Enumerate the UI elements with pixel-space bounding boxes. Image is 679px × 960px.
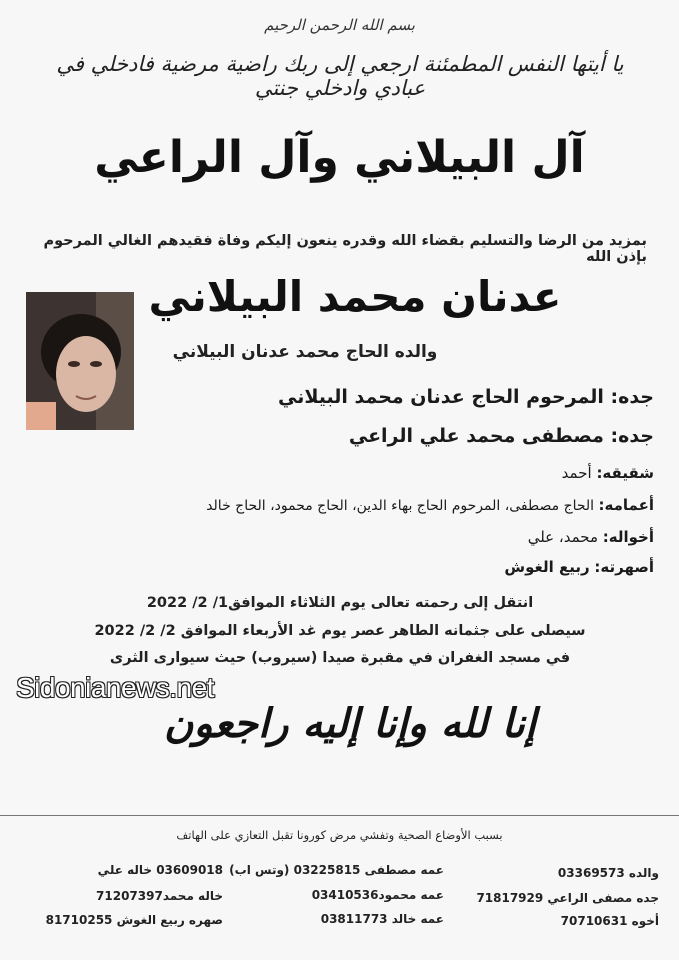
- uncles-maternal: [14, 528, 654, 546]
- relative-value: أحمد: [561, 464, 592, 482]
- divider: [0, 815, 679, 816]
- bismillah: بسم الله الرحمن الرحيم: [264, 16, 415, 34]
- burial-place: في مسجد الغفران في مقبرة صيدا (سيروب) حيث سيوارى الثرى: [109, 650, 571, 666]
- relative-value: ربيع الغوش: [504, 558, 590, 576]
- relative-value: الحاج مصطفى، المرحوم الحاج بهاء الدين، الحاج محمود، الحاج خالد: [206, 498, 595, 514]
- families-title: آل البيلاني وآل الراعي: [94, 132, 585, 183]
- funeral-prayer: سيصلى على جثمانه الطاهر عصر يوم غد الأربعاء الموافق 2/ 2/ 2022: [94, 623, 586, 639]
- relative-value: محمد، علي: [527, 528, 598, 546]
- relative-label: أخواله:: [602, 528, 654, 546]
- deceased-photo: [26, 292, 134, 430]
- relative-label: شقيقه:: [596, 464, 654, 482]
- phone-uncle-mohammad: خاله محمد71207397: [96, 889, 223, 903]
- phone-father: والده 03369573: [557, 866, 659, 880]
- intro-text: بمزيد من الرضا والتسليم بقضاء الله وقدره ينعون إليكم وفاة فقيدهم الغالي المرحوم بإذن الله: [43, 233, 647, 265]
- relative-label: جده:: [610, 386, 654, 408]
- phone-grandfather: جده مصفى الراعي 71817929: [476, 891, 659, 905]
- phone-uncle-mahmoud: عمه محمود03410536: [311, 888, 444, 902]
- relative-label: جده:: [610, 425, 654, 447]
- relative-value: مصطفى محمد علي الراعي: [348, 425, 604, 447]
- deceased-father: والده الحاج محمد عدنان البيلاني: [172, 342, 438, 362]
- closing-calligraphy: إنا لله وإنا إليه راجعون: [163, 700, 537, 747]
- brother: [14, 464, 654, 482]
- phone-uncle-khaled: عمه خالد 03811773: [320, 912, 444, 926]
- grandfather-2: [14, 425, 654, 447]
- quran-verse: يا أيتها النفس المطمئنة ارجعي إلى ربك راضية مرضية فادخلي في عبادي وادخلي جنتي: [56, 52, 624, 100]
- in-laws: [14, 558, 654, 576]
- grandfather-1: [14, 386, 654, 408]
- condolence-note: بسبب الأوضاع الصحية وتفشي مرض كورونا تقبل التعازي على الهاتف: [176, 828, 503, 842]
- relative-label: أعمامه:: [598, 496, 654, 514]
- deceased-name: عدنان محمد البيلاني: [148, 272, 562, 321]
- phone-uncle-mustafa: عمه مصطفى 03225815 (وتس اب): [229, 863, 444, 877]
- death-date: انتقل إلى رحمته تعالى يوم الثلاثاء الموافق1/ 2/ 2022: [146, 595, 534, 611]
- watermark: Sidonianews.net: [16, 672, 214, 703]
- phone-brother: أخوه 70710631: [560, 914, 659, 928]
- relative-value: المرحوم الحاج عدنان محمد البيلاني: [277, 386, 604, 408]
- phone-in-law: صهره ربيع الغوش 81710255: [45, 913, 223, 927]
- phone-uncle-ali: 03609018 خاله علي: [97, 863, 223, 877]
- uncles-paternal: [14, 496, 654, 514]
- relative-label: أصهرته:: [594, 558, 654, 576]
